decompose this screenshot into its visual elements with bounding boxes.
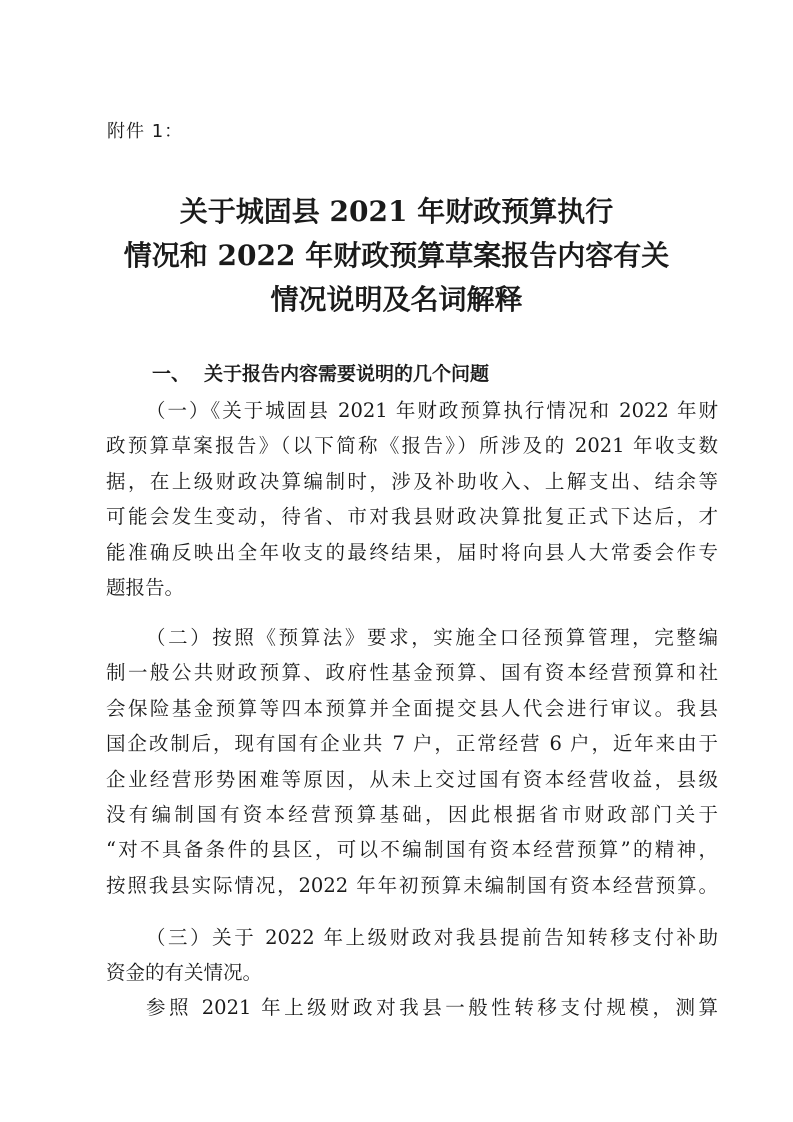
title-line-1: 关于城固县 2021 年财政预算执行 — [179, 195, 614, 228]
section-number: 一、 — [152, 363, 191, 385]
paragraph-line: 企业经营形势困难等原因，从未上交过国有资本经营收益，县级 — [106, 767, 718, 791]
paragraph-line: 可能会发生变动，待省、市对我县财政决算批复正式下达后，才 — [106, 505, 718, 529]
paragraph-line: 没有编制国有资本经营预算基础，因此根据省市财政部门关于 — [106, 802, 718, 826]
paragraph-line: 会保险基金预算等四本预算并全面提交县人代会进行审议。我县 — [106, 696, 718, 720]
paragraph-line: 制一般公共财政预算、政府性基金预算、国有资本经营预算和社 — [106, 661, 718, 685]
paragraph-line: 资金的有关情况。 — [106, 961, 263, 985]
paragraph-line: 按照我县实际情况，2022 年年初预算未编制国有资本经营预算。 — [106, 873, 718, 897]
paragraph-line: “对不具备条件的县区，可以不编制国有资本经营预算”的精神， — [106, 838, 718, 862]
section-heading-text: 关于报告内容需要说明的几个问题 — [204, 363, 490, 385]
paragraph-line: 政预算草案报告》（以下简称《报告》）所涉及的 2021 年收支数 — [106, 434, 718, 458]
paragraph-line: 能准确反映出全年收支的最终结果，届时将向县人大常委会作专 — [106, 540, 718, 564]
paragraph-line: 国企改制后，现有国有企业共 7 户，正常经营 6 户，近年来由于 — [106, 732, 718, 756]
document-title — [0, 190, 793, 322]
paragraph-line: 据，在上级财政决算编制时，涉及补助收入、上解支出、结余等 — [106, 469, 718, 493]
title-line-3: 情况说明及名词解释 — [270, 283, 523, 316]
paragraph-line: （三）关于 2022 年上级财政对我县提前告知转移支付补助 — [146, 926, 718, 949]
paragraph-line: 参照 2021 年上级财政对我县一般性转移支付规模，测算 — [146, 996, 718, 1019]
paragraph-2 — [106, 620, 718, 903]
paragraph-1 — [106, 393, 718, 605]
paragraph-4 — [106, 990, 718, 1025]
title-line-2: 情况和 2022 年财政预算草案报告内容有关 — [123, 239, 670, 272]
paragraph-line: 题报告。 — [106, 575, 185, 599]
paragraph-3 — [106, 920, 718, 991]
paragraph-line: （二）按照《预算法》要求，实施全口径预算管理，完整编 — [146, 626, 718, 649]
section-heading — [152, 359, 489, 386]
paragraph-line: （一）《关于城固县 2021 年财政预算执行情况和 2022 年财 — [146, 399, 718, 422]
attachment-label: 附件 1： — [107, 121, 184, 142]
